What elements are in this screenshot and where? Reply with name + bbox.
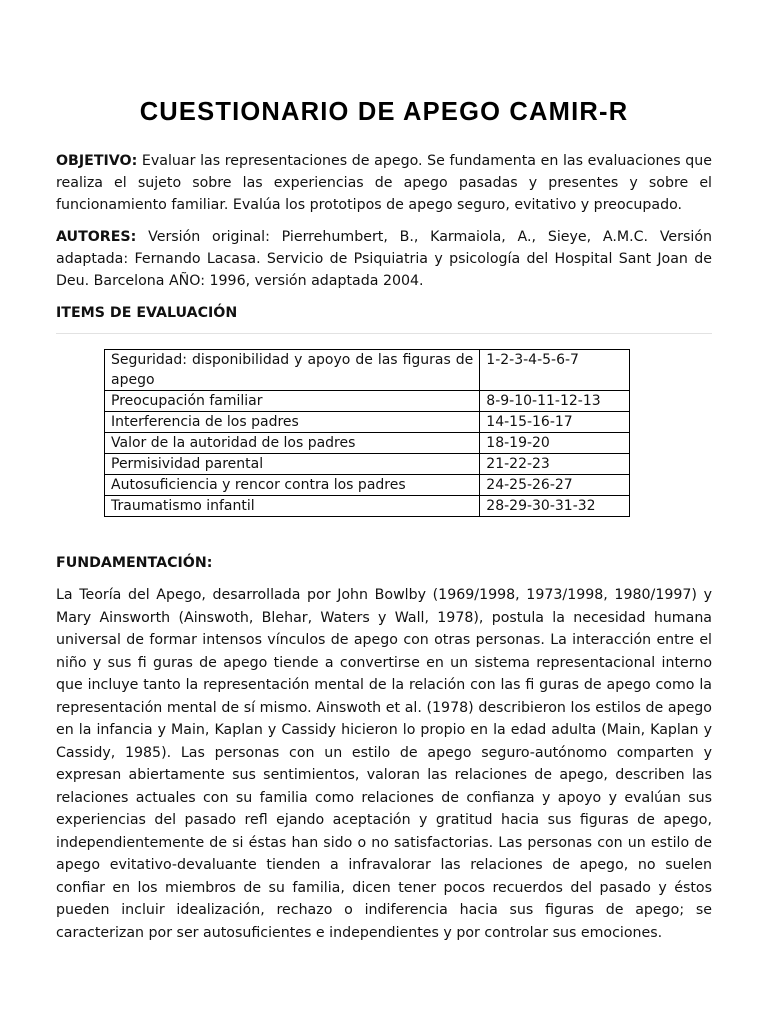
document-title: CUESTIONARIO DE APEGO CAMIR-R [139, 98, 629, 126]
item-area: Preocupación familiar [105, 391, 480, 412]
fundamentacion-paragraph: La Teoría del Apego, desarrollada por John Bowlby (1969/1998, 1973/1998, 1980/1997) y Mary Ainsworth (Ainswoth, Blehar, Waters y Wall, 1978), postula la necesidad humana universal de formar intensos vínculos de apego con otras personas. La interacción entre el niño y sus fi guras de apego tiende a convertirse en un sistema representacional interno que incluye tanto la representación mental de la relación con las fi guras de apego como la representación mental de sí mismo. Ainswoth et al. (1978) describieron los estilos de apego en la infancia y Main, Kaplan y Cassidy hicieron lo propio en la edad adulta (Main, Kaplan y Cassidy, 1985). Las personas con un estilo de apego seguro-autónomo comparten y expresan abiertamente sus sentimientos, valoran las relaciones de apego, describen las relaciones actuales con su familia como relaciones de confianza y apoyo y evalúan sus experiencias del pasado refl ejando aceptación y gratitud hacia sus figuras de apego, independientemente de si éstas han sido o no satisfactorias. Las personas con un estilo de apego evitativo-devaluante tienden a infravalorar las relaciones de apego, no suelen confiar en los miembros de su familia, dicen tener pocos recuerdos del pasado y éstos pueden incluir idealización, rechazo o indiferencia hacia sus figuras de apego; se caracterizan por ser autosuficientes e independientes y por controlar sus emociones. [56, 587, 712, 941]
item-numbers: 14-15-16-17 [480, 412, 630, 433]
objetivo-text: Evaluar las representaciones de apego. Se fundamenta en las evaluaciones que realiza el sujeto sobre las experiencias de apego pasadas y presentes y sobre el funcionamiento familiar. Evalúa los prototipos de apego seguro, evitativo y preocupado. [56, 153, 712, 213]
section-divider [56, 333, 712, 334]
item-area: Valor de la autoridad de los padres [105, 433, 480, 454]
item-area: Permisividad parental [105, 454, 480, 475]
fundamentacion-heading: FUNDAMENTACIÓN: [56, 555, 213, 571]
autores-paragraph [56, 226, 712, 292]
item-numbers: 8-9-10-11-12-13 [480, 391, 630, 412]
item-numbers: 28-29-30-31-32 [480, 496, 630, 517]
item-numbers: 18-19-20 [480, 433, 630, 454]
autores-label: AUTORES: [56, 229, 137, 245]
objetivo-paragraph [56, 150, 712, 216]
table-row [105, 412, 630, 433]
item-area: Seguridad: disponibilidad y apoyo de las figuras de apego [105, 350, 480, 391]
table-row [105, 350, 630, 391]
objetivo-label: OBJETIVO: [56, 153, 138, 169]
item-numbers: 24-25-26-27 [480, 475, 630, 496]
table-row [105, 496, 630, 517]
table-row [105, 454, 630, 475]
autores-text: Versión original: Pierrehumbert, B., Karmaiola, A., Sieye, A.M.C. Versión adaptada: Fernando Lacasa. Servicio de Psiquiatria y psicología del Hospital Sant Joan de Deu. Barcelona AÑO: 1996, versión adaptada 2004. [56, 229, 712, 289]
items-table [104, 349, 630, 517]
item-numbers: 21-22-23 [480, 454, 630, 475]
table-row [105, 391, 630, 412]
item-area: Interferencia de los padres [105, 412, 480, 433]
items-heading: ITEMS DE EVALUACIÓN [56, 305, 238, 321]
item-numbers: 1-2-3-4-5-6-7 [480, 350, 630, 391]
table-row [105, 475, 630, 496]
item-area: Traumatismo infantil [105, 496, 480, 517]
item-area: Autosuficiencia y rencor contra los padres [105, 475, 480, 496]
table-row [105, 433, 630, 454]
